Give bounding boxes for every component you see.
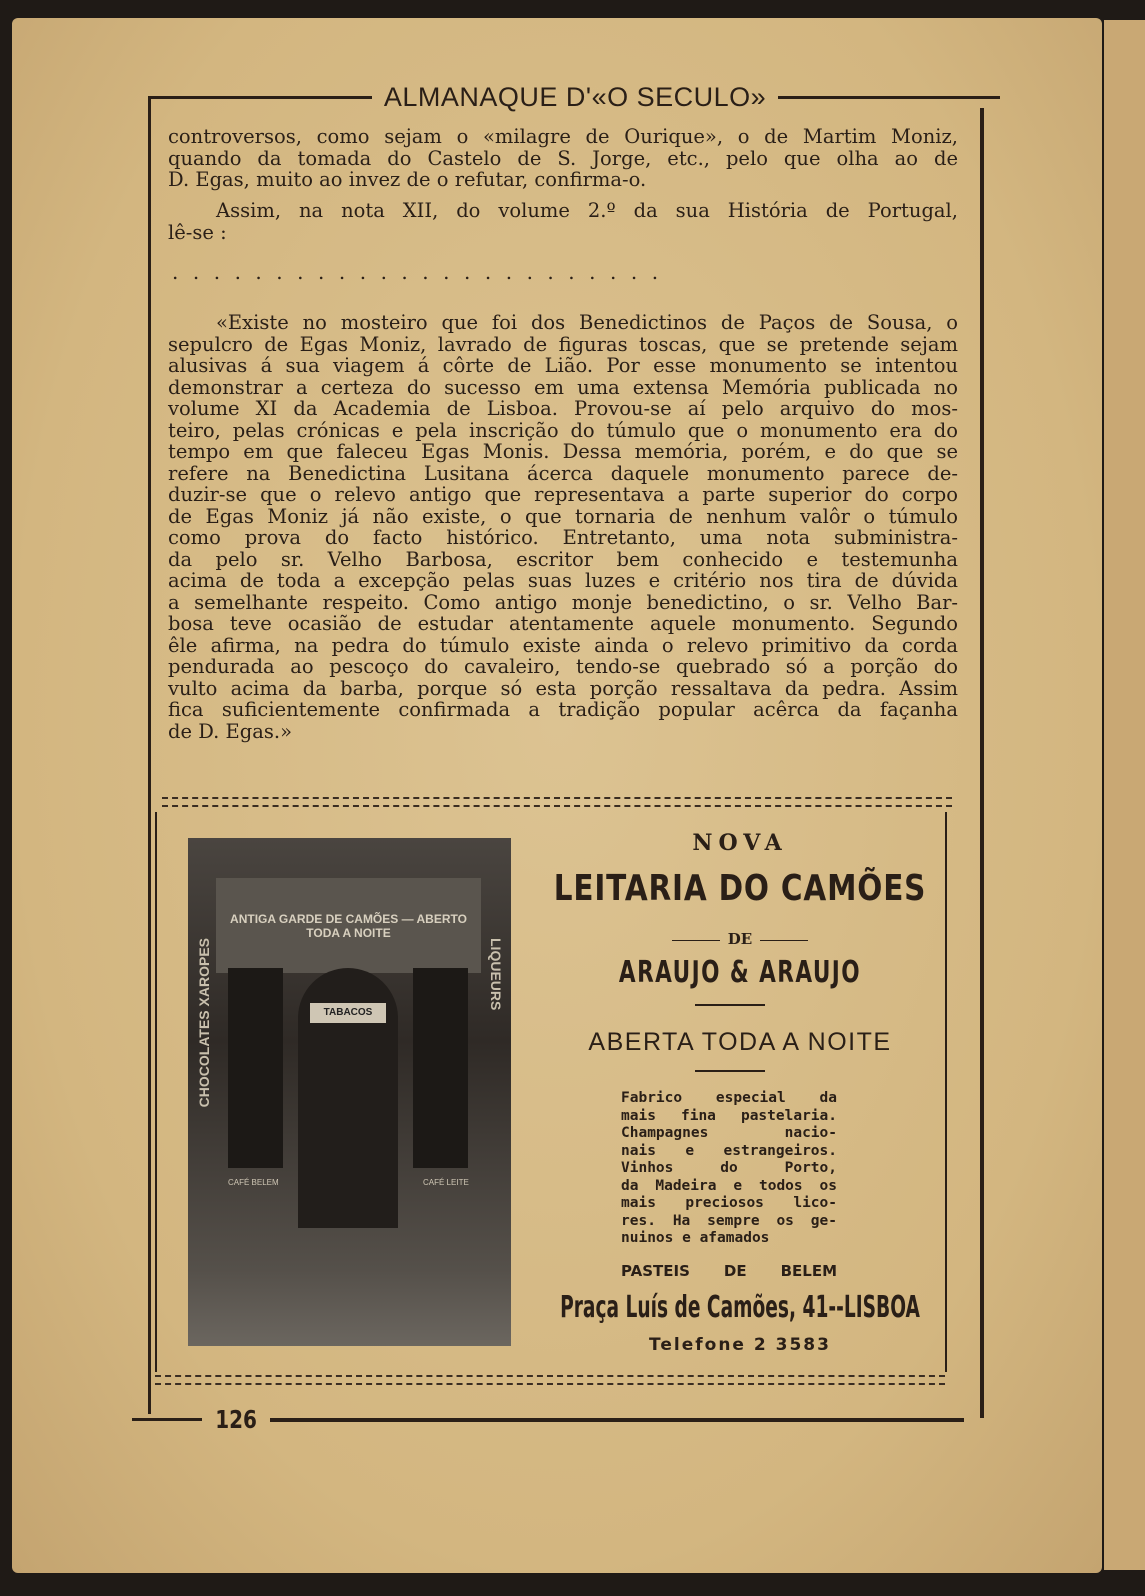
text-line: quando da tomada do Castelo de S. Jorge, etc., pelo que olha ao de [168, 146, 958, 170]
text-line: pendurada ao pescoço do cavaleiro, tendo-se quebrado só a porção do [168, 655, 958, 678]
ellipsis-line: ........................ [172, 260, 673, 284]
shop-sign: ANTIGA GARDE DE CAMÕES — ABERTO TODA A NOITE [216, 878, 481, 973]
intro-paragraph [168, 126, 958, 191]
ad-top-divider [162, 797, 952, 807]
text-line: nais e estrangeiros. [621, 1142, 837, 1159]
text-line: res. Ha sempre os ge- [621, 1212, 837, 1229]
photo-bottom-left-text: CAFÉ BELEM [228, 1178, 279, 1187]
ad-address: Praça Luís de Camões, 41--LISBOA [560, 1290, 920, 1325]
next-page-edge [1104, 20, 1145, 1570]
ad-phone: Telefone 2 3583 [649, 1335, 831, 1355]
text-line: sepulcro de Egas Moniz, lavrado de figuras toscas, que se pretende sejam [168, 332, 958, 356]
ad-hours: ABERTA TODA A NOITE [588, 1028, 892, 1056]
ad-bottom-divider [155, 1375, 945, 1385]
shop-window-right [413, 968, 468, 1168]
text-line: controversos, como sejam o «milagre de Ourique», o de Martim Moniz, [168, 125, 958, 148]
text-line: refere na Benedictina Lusitana ácerca daquele monumento parece de- [168, 461, 958, 485]
photo-bottom-right-text: CAFÉ LEITE [423, 1178, 469, 1187]
text-line: Champagnes nacio- [621, 1125, 837, 1141]
text-line: de D. Egas.» [168, 719, 293, 743]
text-line: êle afirma, na pedra do túmulo existe ainda o relevo primitivo da corda [168, 633, 958, 657]
text-line: da Madeira e todos os [621, 1177, 837, 1194]
photo-left-text: CHOCOLATES XAROPES [196, 938, 212, 1108]
shopfront-photo [188, 838, 511, 1346]
text-line: mais preciosos lico- [621, 1195, 837, 1211]
text-line: «Existe no mosteiro que foi dos Benedictinos de Paços de Sousa, o [216, 311, 958, 334]
header-rule-left [150, 96, 372, 99]
text-line: lê-se : [168, 220, 227, 244]
text-line: demonstrar a certeza do sucesso em uma extensa Memória publicada no [168, 375, 958, 399]
left-border [148, 96, 151, 1414]
ad-specialty: PASTEIS DE BELEM [621, 1262, 837, 1280]
text-line: Fabrico especial da [621, 1090, 837, 1106]
text-line: D. Egas, muito ao invez de o refutar, confirma-o. [168, 168, 647, 191]
ad-rule [695, 1070, 765, 1072]
ad-left-border [155, 812, 157, 1372]
de-label: DE [727, 930, 753, 948]
citation-paragraph [168, 200, 958, 243]
ad-nova: NOVA [692, 830, 788, 856]
text-line: tempo em que faleceu Egas Monis. Dessa memória, porém, e do que se [168, 440, 958, 463]
text-line: bosa teve ocasião de estudar atentamente aquele monumento. Segundo [168, 612, 958, 635]
text-line: Vinhos do Porto, [621, 1160, 837, 1176]
shop-window-left [228, 968, 283, 1168]
text-line: a semelhante respeito. Como antigo monje benedictino, o sr. Velho Bar- [168, 590, 958, 614]
text-line: alusivas á sua viagem á côrte de Lião. Por esse monumento se intentou [168, 354, 958, 377]
text-line: duzir-se que o relevo antigo que representava a parte superior do corpo [168, 483, 958, 506]
ad-rule [695, 1004, 765, 1006]
running-header [150, 80, 1000, 114]
text-line: mais fina pastelaria. [621, 1107, 837, 1124]
ad-description [621, 1090, 837, 1248]
header-title: ALMANAQUE D'«O SECULO» [383, 81, 767, 112]
text-line: volume XI da Academia de Lisboa. Provou-se aí pelo arquivo do mos- [168, 397, 958, 420]
text-line: teiro, pelas crónicas e pela inscrição do túmulo que o monumento era do [168, 418, 958, 442]
text-line: Assim, na nota XII, do volume 2.º da sua História de Portugal, [216, 199, 958, 222]
ad-de [530, 930, 950, 948]
text-line: fica suficientemente confirmada a tradição popular acêrca da façanha [168, 698, 958, 721]
text-line: nuinos e afamados [621, 1230, 770, 1246]
ad-business-name: LEITARIA DO CAMÕES [553, 868, 927, 909]
text-line: vulto acima da barba, porque só esta porção ressaltava da pedra. Assim [168, 676, 958, 700]
text-line: da pelo sr. Velho Barbosa, escritor bem conhecido e testemunha [168, 547, 958, 571]
page-number: 126 [215, 1405, 257, 1434]
footer-rule-left [132, 1418, 202, 1421]
header-rule-right [778, 96, 1000, 99]
quote-paragraph [168, 312, 958, 742]
text-line: como prova do facto histórico. Entretanto, uma nota subministra- [168, 526, 958, 549]
door-sign: TABACOS [310, 1003, 386, 1023]
text-line: de Egas Moniz já não existe, o que tornaria de nenhum valôr o túmulo [168, 504, 958, 528]
ad-owners: ARAUJO & ARAUJO [618, 955, 862, 990]
footer-rule-right [270, 1418, 964, 1422]
right-border [980, 108, 984, 1418]
text-line: acima de toda a excepção pelas suas luzes e critério nos tira de dúvida [168, 569, 958, 592]
photo-right-text: LIQUEURS [488, 938, 504, 1011]
page-footer [132, 1405, 964, 1434]
